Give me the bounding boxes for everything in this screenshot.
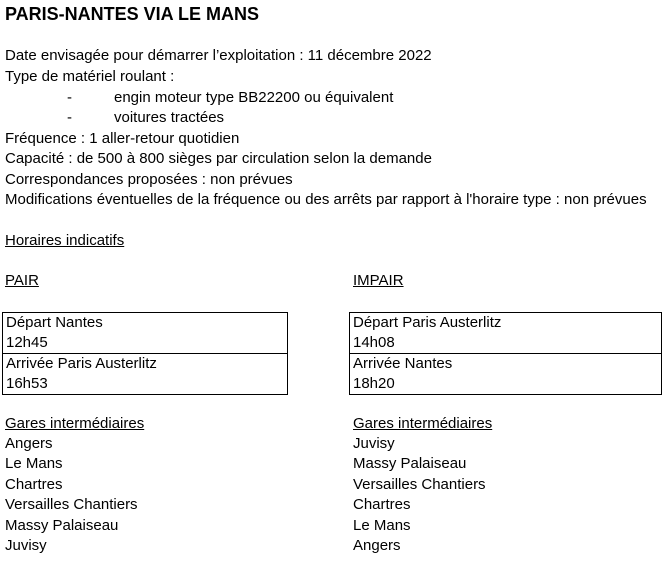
impair-arrivee-time: 18h20	[353, 375, 395, 392]
list-item: Chartres	[5, 475, 63, 493]
list-item: Juvisy	[5, 536, 47, 554]
horaires-heading: Horaires indicatifs	[5, 232, 125, 249]
impair-depart-label: Départ Paris Austerlitz	[353, 314, 502, 331]
list-item: Angers	[353, 536, 401, 554]
material-item-2: voitures tractées	[114, 109, 225, 126]
material-dash-1: -	[67, 89, 72, 106]
list-item: Le Mans	[5, 455, 63, 473]
list-item: Le Mans	[353, 516, 411, 534]
pair-arrivee-time: 16h53	[6, 375, 48, 392]
impair-depart-time: 14h08	[353, 334, 395, 351]
capacite-line: Capacité : de 500 à 800 sièges par circulation selon la demande	[5, 150, 432, 167]
page-title: PARIS-NANTES VIA LE MANS	[5, 4, 260, 24]
list-item: Massy Palaiseau	[353, 455, 467, 473]
date-line: Date envisagée pour démarrer l’exploitation : 11 décembre 2022	[5, 47, 432, 64]
impair-schedule-box	[349, 312, 662, 395]
material-label: Type de matériel roulant :	[5, 68, 175, 85]
impair-arrivee-cell	[350, 354, 661, 394]
impair-gares-heading: Gares intermédiaires	[353, 415, 493, 432]
list-item: Chartres	[353, 496, 411, 514]
pair-schedule-box	[2, 312, 288, 395]
pair-depart-time: 12h45	[6, 334, 48, 351]
pair-depart-label: Départ Nantes	[6, 314, 103, 331]
impair-depart-cell	[350, 313, 661, 354]
impair-heading: IMPAIR	[353, 272, 404, 289]
impair-gares-list	[353, 434, 486, 556]
correspondances-line: Correspondances proposées : non prévues	[5, 171, 293, 188]
list-item: Versailles Chantiers	[5, 496, 138, 514]
list-item: Versailles Chantiers	[353, 475, 486, 493]
pair-heading: PAIR	[5, 272, 39, 289]
list-item: Massy Palaiseau	[5, 516, 119, 534]
material-item-1: engin moteur type BB22200 ou équivalent	[114, 89, 394, 106]
modifications-line: Modifications éventuelles de la fréquence ou des arrêts par rapport à l'horaire type : non prévues	[5, 191, 647, 208]
frequence-line: Fréquence : 1 aller-retour quotidien	[5, 130, 240, 147]
material-dash-2: -	[67, 109, 72, 126]
impair-arrivee-label: Arrivée Nantes	[353, 355, 453, 372]
pair-arrivee-label: Arrivée Paris Austerlitz	[6, 355, 157, 372]
list-item: Juvisy	[353, 435, 395, 452]
list-item: Angers	[5, 435, 53, 452]
pair-depart-cell	[3, 313, 287, 354]
pair-arrivee-cell	[3, 354, 287, 394]
pair-gares-list	[5, 434, 138, 556]
pair-gares-heading: Gares intermédiaires	[5, 415, 145, 432]
